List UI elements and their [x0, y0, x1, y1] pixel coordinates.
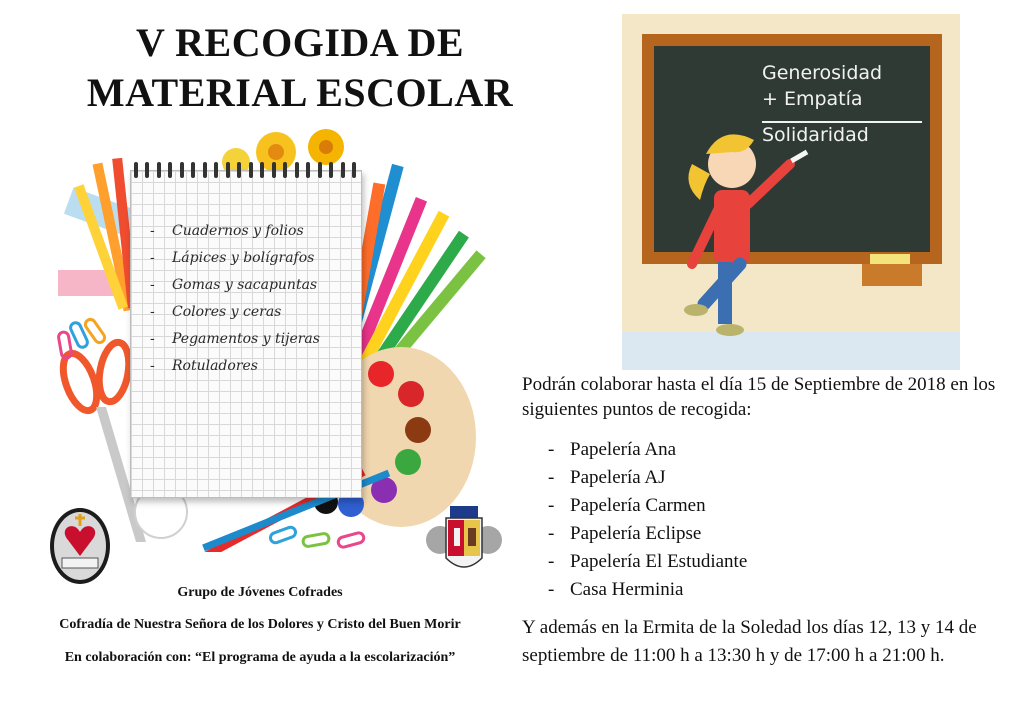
chalk-line-2: + Empatía	[762, 88, 863, 110]
list-item: - Cuadernos y folios	[150, 223, 304, 239]
list-item: - Papelería El Estudiante	[548, 551, 748, 572]
poster-title	[20, 18, 580, 118]
chalk-result: Solidaridad	[762, 124, 869, 146]
chalk-line-1: Generosidad	[762, 62, 883, 84]
list-item: - Papelería AJ	[548, 467, 666, 488]
list-item: - Papelería Carmen	[548, 495, 706, 516]
group-name: Grupo de Jóvenes Cofrades	[177, 585, 343, 600]
collaboration-note: En colaboración con: “El programa de ayuda a la escolarización”	[64, 650, 456, 665]
list-item: - Pegamentos y tijeras	[150, 331, 320, 347]
chalkboard-illustration	[622, 14, 960, 370]
list-item: - Gomas y sacapuntas	[150, 277, 318, 293]
list-item: - Casa Herminia	[548, 579, 684, 600]
ermita-schedule: Y además en la Ermita de la Soledad los días 12, 13 y 14 de septiembre de 11:00 h a 13:30 h y de 17:00 h a 21:00 h.	[522, 617, 977, 666]
list-item: - Papelería Ana	[548, 439, 677, 460]
notebook-spiral	[130, 162, 360, 178]
list-item: - Lápices y bolígrafos	[150, 250, 315, 266]
list-item: - Rotuladores	[150, 358, 258, 374]
collaboration-deadline: Podrán colaborar hasta el día 15 de Septiembre de 2018 en los siguientes puntos de recogida:	[522, 374, 996, 420]
cofradia-logo	[44, 500, 116, 586]
title-line-1: V RECOGIDA DE	[135, 20, 465, 65]
supplies-checklist	[150, 218, 320, 380]
chalkboard-text	[762, 60, 882, 148]
cofradia-name: Cofradía de Nuestra Señora de los Dolores y Cristo del Buen Morir	[59, 617, 461, 632]
list-item: - Papelería Eclipse	[548, 523, 702, 544]
coat-of-arms-logo	[424, 500, 504, 586]
school-supplies-illustration	[46, 122, 496, 552]
title-line-2: MATERIAL ESCOLAR	[86, 70, 514, 115]
list-item: - Colores y ceras	[150, 304, 282, 320]
collection-points-list	[548, 436, 747, 604]
